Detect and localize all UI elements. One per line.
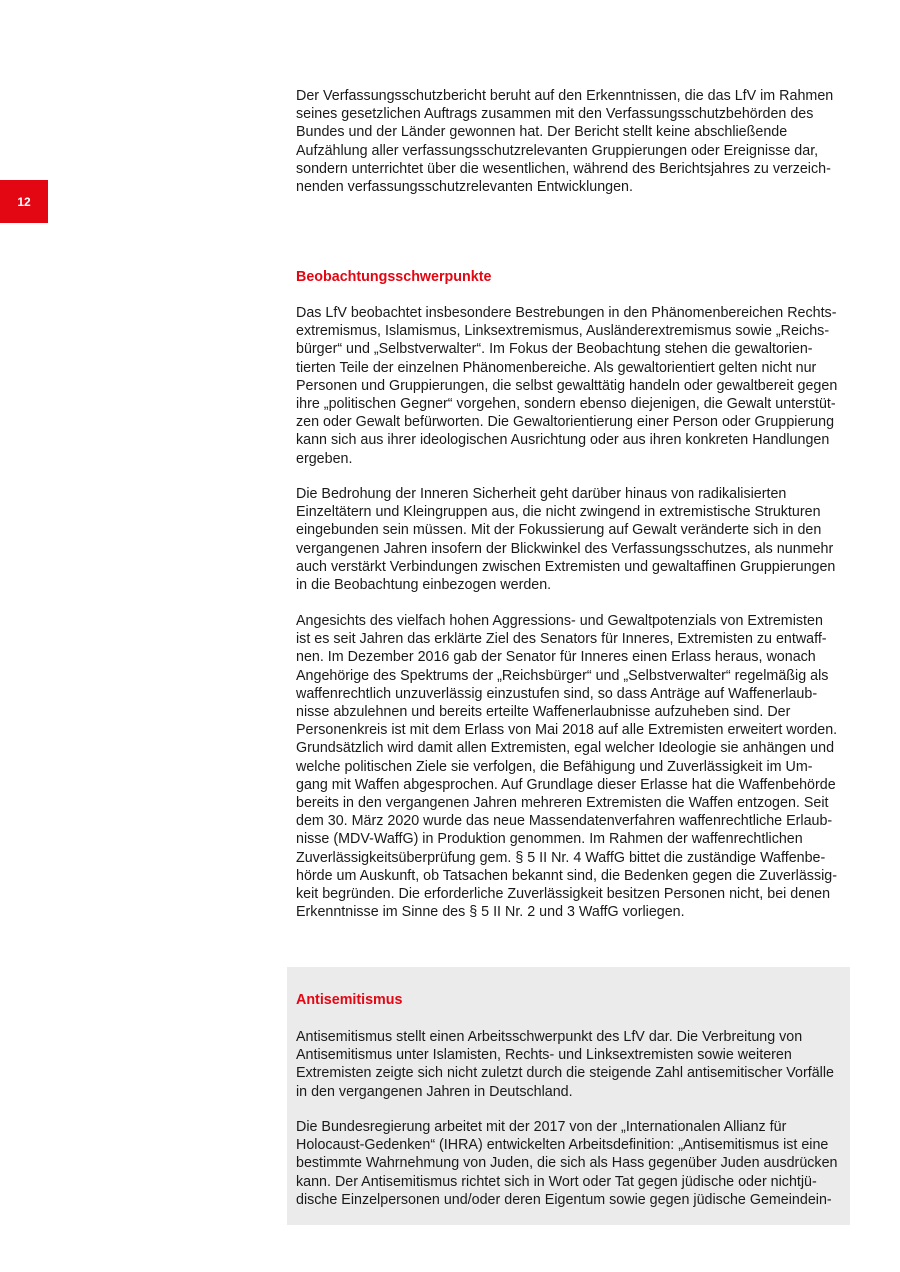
text-line: extremismus, Islamismus, Linksextremismus, Ausländerextremismus sowie „Reichs- — [296, 323, 830, 340]
intro-paragraph — [296, 87, 844, 196]
text-line: gang mit Waffen abgesprochen. Auf Grundlage dieser Erlasse hat die Waffenbehörde — [296, 776, 836, 793]
section2-paragraph-1 — [296, 1028, 844, 1101]
text-line: bereits in den vergangenen Jahren mehreren Extremisten die Waffen entzogen. Seit — [296, 795, 829, 812]
text-line: Antisemitismus stellt einen Arbeitsschwerpunkt des LfV dar. Die Verbreitung von — [296, 1029, 803, 1045]
text-line: Die Bedrohung der Inneren Sicherheit geht darüber hinaus von radikalisierten — [296, 486, 787, 502]
text-line: Angesichts des vielfach hohen Aggressions- und Gewaltpotenzials von Extremisten — [296, 613, 823, 629]
text-line: Zuverlässigkeitsüberprüfung gem. § 5 II Nr. 4 WaffG bittet die zuständige Waffenbe- — [296, 849, 826, 866]
text-line: Der Verfassungsschutzbericht beruht auf den Erkenntnissen, die das LfV im Rahmen — [296, 88, 834, 104]
text-line: auch verstärkt Verbindungen zwischen Extremisten und gewaltaffinen Gruppierungen — [296, 558, 836, 575]
text-line: dische Einzelpersonen und/oder deren Eigentum sowie gegen jüdische Gemeindein- — [296, 1191, 832, 1208]
text-line: nenden verfassungsschutzrelevanten Entwicklungen. — [296, 179, 633, 196]
page-number: 12 — [17, 194, 31, 209]
text-line: eingebunden sein müssen. Mit der Fokussierung auf Gewalt veränderte sich in den — [296, 522, 822, 539]
text-line: in die Beobachtung einbezogen werden. — [296, 577, 552, 594]
text-line: ihre „politischen Gegner“ vorgehen, sondern ebenso diejenigen, die Gewalt unterstüt- — [296, 396, 836, 413]
text-line: kann. Der Antisemitismus richtet sich in Wort oder Tat gegen jüdische oder nichtjü- — [296, 1173, 817, 1190]
text-line: Bundes und der Länder gewonnen hat. Der Bericht stellt keine abschließende — [296, 124, 788, 141]
text-line: ist es seit Jahren das erklärte Ziel des Senators für Inneres, Extremisten zu entwaff- — [296, 631, 827, 648]
text-line: Angehörige des Spektrums der „Reichsbürger“ und „Selbstverwalter“ regelmäßig als — [296, 667, 829, 684]
section2-paragraph-2 — [296, 1118, 844, 1209]
text-line: bestimmte Wahrnehmung von Juden, die sich als Hass gegenüber Juden ausdrücken — [296, 1155, 838, 1172]
text-line: dem 30. März 2020 wurde das neue Massendatenverfahren waffenrechtliche Erlaub- — [296, 813, 833, 830]
text-line: zen oder Gewalt befürworten. Die Gewaltorientierung einer Person oder Gruppierung — [296, 414, 835, 431]
text-line: Erkenntnisse im Sinne des § 5 II Nr. 2 und 3 WaffG vorliegen. — [296, 904, 685, 921]
text-line: in den vergangenen Jahren in Deutschland. — [296, 1083, 573, 1100]
text-line: Extremisten zeigte sich nicht zuletzt durch die steigende Zahl antisemitischer Vorfälle — [296, 1065, 834, 1082]
section1-paragraph-1 — [296, 304, 844, 468]
text-line: vergangenen Jahren insofern der Blickwinkel des Verfassungsschutzes, als nunmehr — [296, 540, 834, 557]
text-line: Personenkreis ist mit dem Erlass von Mai 2018 auf alle Extremisten erweitert worden. — [296, 722, 838, 739]
text-line: Die Bundesregierung arbeitet mit der 2017 von der „Internationalen Allianz für — [296, 1119, 787, 1135]
text-line: Aufzählung aller verfassungsschutzrelevanten Gruppierungen oder Ereignisse dar, — [296, 142, 819, 159]
text-line: waffenrechtlich unzuverlässig einzustufen sind, so dass Anträge auf Waffenerlaub- — [296, 685, 818, 702]
text-line: welche politischen Ziele sie verfolgen, die Befähigung und Zuverlässigkeit im Um- — [296, 758, 813, 775]
text-line: nen. Im Dezember 2016 gab der Senator für Inneres einen Erlass heraus, wonach — [296, 649, 816, 666]
text-line: nisse (MDV-WaffG) in Produktion genommen. Im Rahmen der waffenrechtlichen — [296, 831, 803, 848]
section1-paragraph-3 — [296, 612, 844, 921]
text-line: Antisemitismus unter Islamisten, Rechts- und Linksextremisten sowie weiteren — [296, 1047, 792, 1064]
text-line: Grundsätzlich wird damit allen Extremisten, egal welcher Ideologie sie anhängen und — [296, 740, 835, 757]
text-line: kann sich aus ihrer ideologischen Ausrichtung oder aus ihren konkreten Handlungen — [296, 432, 830, 449]
text-line: Das LfV beobachtet insbesondere Bestrebungen in den Phänomenbereichen Rechts- — [296, 305, 837, 321]
text-line: sondern unterrichtet über die wesentlichen, während des Berichtsjahres zu verzeich- — [296, 160, 831, 177]
text-line: tierten Teile der einzelnen Phänomenbereiche. Als gewaltorientiert gelten nicht nur — [296, 359, 817, 376]
section-heading-antisemitismus: Antisemitismus — [296, 992, 403, 1008]
section-heading-beobachtungsschwerpunkte: Beobachtungsschwerpunkte — [296, 269, 492, 285]
text-line: Holocaust-Gedenken“ (IHRA) entwickelten Arbeitsdefinition: „Antisemitismus ist eine — [296, 1137, 829, 1154]
page-number-tab — [0, 180, 48, 223]
text-line: Einzeltätern und Kleingruppen aus, die nicht zwingend in extremistische Strukturen — [296, 504, 821, 521]
text-line: Personen und Gruppierungen, die selbst gewalttätig handeln oder gewaltbereit gegen — [296, 377, 838, 394]
text-line: bürger“ und „Selbstverwalter“. Im Fokus der Beobachtung stehen die gewaltorien- — [296, 341, 813, 358]
text-line: seines gesetzlichen Auftrags zusammen mit den Verfassungsschutzbehörden des — [296, 106, 814, 123]
text-line: keit begründen. Die erforderliche Zuverlässigkeit besitzen Personen nicht, bei denen — [296, 886, 831, 903]
text-line: ergeben. — [296, 450, 353, 467]
text-line: hörde um Auskunft, ob Tatsachen bekannt sind, die Bedenken gegen die Zuverlässig- — [296, 867, 837, 884]
section1-paragraph-2 — [296, 485, 844, 594]
text-line: nisse abzulehnen und bereits erteilte Waffenerlaubnisse aufzuheben sind. Der — [296, 704, 791, 721]
